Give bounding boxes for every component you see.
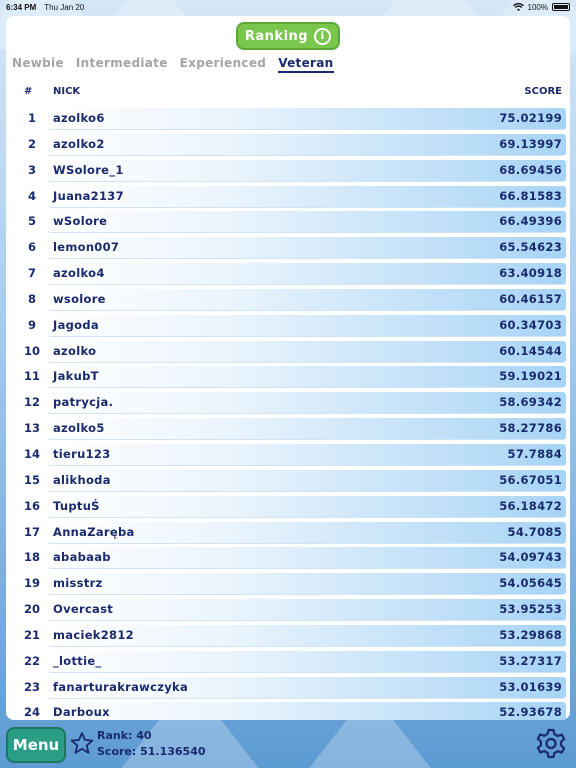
row-score: 58.69342 <box>499 395 562 410</box>
row-rank: 10 <box>23 343 40 358</box>
status-date: Thu Jan 20 <box>44 2 85 12</box>
row-score: 57.7884 <box>507 446 562 461</box>
table-row <box>6 520 570 546</box>
row-score: 60.34703 <box>499 317 562 332</box>
row-score: 60.14544 <box>499 343 562 358</box>
row-rank: 12 <box>23 395 40 410</box>
star-icon <box>70 731 94 759</box>
row-rank: 8 <box>27 291 36 306</box>
row-rank: 3 <box>27 162 36 177</box>
table-row <box>6 675 570 701</box>
row-rank: 2 <box>27 136 36 151</box>
row-rank: 22 <box>23 653 40 668</box>
table-row <box>6 416 570 442</box>
row-bar <box>48 702 566 720</box>
row-nick: azolko6 <box>53 111 105 125</box>
row-bar <box>48 160 566 182</box>
row-rank: 23 <box>23 679 40 694</box>
row-bar <box>48 134 566 156</box>
table-row <box>6 597 570 623</box>
row-score: 58.27786 <box>499 421 562 436</box>
row-nick: JakubT <box>53 369 99 384</box>
row-rank: 16 <box>23 498 40 513</box>
row-score: 69.13997 <box>499 136 562 151</box>
row-rank: 4 <box>27 188 36 203</box>
row-nick: tieru123 <box>53 446 111 461</box>
row-nick: misstrz <box>53 576 103 591</box>
table-row <box>6 700 570 720</box>
row-rank: 18 <box>23 550 40 565</box>
row-nick: alikhoda <box>53 472 111 487</box>
row-rank: 15 <box>23 472 40 487</box>
row-bar <box>48 237 566 259</box>
row-bar <box>48 444 566 466</box>
player-score: Score: 51.136540 <box>97 745 206 758</box>
row-score: 52.93678 <box>499 705 562 720</box>
row-rank: 21 <box>23 627 40 642</box>
row-bar <box>48 599 566 621</box>
page-title: Ranking <box>244 28 309 44</box>
row-bar <box>48 573 566 595</box>
tab-experienced[interactable]: Experienced <box>179 56 267 70</box>
row-score: 53.95253 <box>499 602 562 617</box>
row-rank: 24 <box>23 705 40 720</box>
table-row <box>6 209 570 235</box>
table-row <box>6 390 570 416</box>
table-row <box>6 571 570 597</box>
table-row <box>6 649 570 675</box>
row-rank: 9 <box>27 317 36 332</box>
row-bar <box>48 651 566 673</box>
table-row <box>6 158 570 184</box>
row-score: 54.7085 <box>507 524 562 539</box>
row-rank: 11 <box>23 369 40 384</box>
row-score: 54.09743 <box>499 550 562 565</box>
row-nick: Juana2137 <box>53 188 124 203</box>
table-row <box>6 545 570 571</box>
row-nick: ababaab <box>53 550 111 565</box>
column-nick: NICK <box>53 86 81 97</box>
row-bar <box>48 108 566 130</box>
row-bar <box>48 470 566 492</box>
row-nick: maciek2812 <box>53 627 134 642</box>
table-row <box>6 468 570 494</box>
table-row <box>6 623 570 649</box>
row-score: 75.02199 <box>499 111 562 125</box>
row-bar <box>48 341 566 363</box>
row-nick: wSolore <box>53 214 108 229</box>
ranking-panel <box>6 16 570 720</box>
row-rank: 7 <box>27 266 36 281</box>
status-bar <box>0 0 576 14</box>
row-bar <box>48 315 566 337</box>
row-score: 54.05645 <box>499 576 562 591</box>
row-rank: 20 <box>23 602 40 617</box>
row-rank: 6 <box>27 240 36 255</box>
table-row <box>6 184 570 210</box>
row-score: 60.46157 <box>499 291 562 306</box>
tab-newbie[interactable]: Newbie <box>12 56 64 70</box>
row-score: 63.40918 <box>499 266 562 281</box>
row-score: 53.29868 <box>499 627 562 642</box>
row-score: 59.19021 <box>499 369 562 384</box>
tab-veteran[interactable]: Veteran <box>278 56 333 73</box>
bottom-bar <box>0 722 576 768</box>
table-row <box>6 494 570 520</box>
player-rank: Rank: 40 <box>97 729 152 742</box>
row-nick: wsolore <box>53 291 106 306</box>
row-score: 56.67051 <box>499 472 562 487</box>
row-nick: Darboux <box>53 705 110 720</box>
row-bar <box>48 392 566 414</box>
row-bar <box>48 289 566 311</box>
ranking-title <box>236 22 340 50</box>
table-row <box>6 313 570 339</box>
table-row <box>6 442 570 468</box>
level-tabs <box>12 56 334 73</box>
row-nick: AnnaZaręba <box>53 524 135 539</box>
gear-icon[interactable] <box>534 728 568 766</box>
row-bar <box>48 263 566 285</box>
row-score: 53.01639 <box>499 679 562 694</box>
table-row <box>6 364 570 390</box>
row-nick: azolko5 <box>53 421 105 436</box>
table-row <box>6 339 570 365</box>
row-score: 53.27317 <box>499 653 562 668</box>
row-score: 65.54623 <box>499 240 562 255</box>
status-time: 6:34 PM <box>6 2 37 12</box>
row-nick: azolko4 <box>53 266 105 281</box>
row-score: 56.18472 <box>499 498 562 513</box>
column-rank: # <box>24 86 33 97</box>
row-bar <box>48 186 566 208</box>
row-bar <box>48 547 566 569</box>
row-score: 66.81583 <box>499 188 562 203</box>
row-nick: _lottie_ <box>53 653 102 668</box>
battery-percent: 100% <box>527 2 548 12</box>
menu-button[interactable]: Menu <box>6 727 66 763</box>
row-nick: azolko <box>53 343 97 358</box>
row-nick: TuptuŚ <box>53 498 100 513</box>
row-nick: lemon007 <box>53 240 120 255</box>
row-rank: 19 <box>23 576 40 591</box>
row-nick: Overcast <box>53 602 114 617</box>
row-bar <box>48 211 566 233</box>
row-rank: 5 <box>27 214 36 229</box>
tab-intermediate[interactable]: Intermediate <box>75 56 168 70</box>
table-row <box>6 132 570 158</box>
wifi-icon <box>513 3 524 11</box>
table-row <box>6 287 570 313</box>
battery-icon <box>552 3 570 11</box>
row-bar <box>48 496 566 518</box>
info-icon[interactable]: i <box>314 28 331 45</box>
row-nick: Jagoda <box>53 317 99 332</box>
row-score: 66.49396 <box>499 214 562 229</box>
player-info <box>97 728 206 760</box>
table-row <box>6 106 570 132</box>
row-nick: WSolore_1 <box>53 162 124 177</box>
table-row <box>6 235 570 261</box>
row-rank: 17 <box>23 524 40 539</box>
row-nick: patrycja. <box>53 395 114 410</box>
row-rank: 13 <box>23 421 40 436</box>
table-row <box>6 261 570 287</box>
row-rank: 1 <box>27 111 36 125</box>
column-score: SCORE <box>524 86 562 97</box>
row-nick: azolko2 <box>53 136 105 151</box>
table-header <box>6 86 570 100</box>
ranking-list[interactable] <box>6 106 570 720</box>
row-bar <box>48 366 566 388</box>
row-rank: 14 <box>23 446 40 461</box>
row-score: 68.69456 <box>499 162 562 177</box>
row-bar <box>48 418 566 440</box>
row-nick: fanarturakrawczyka <box>53 679 189 694</box>
